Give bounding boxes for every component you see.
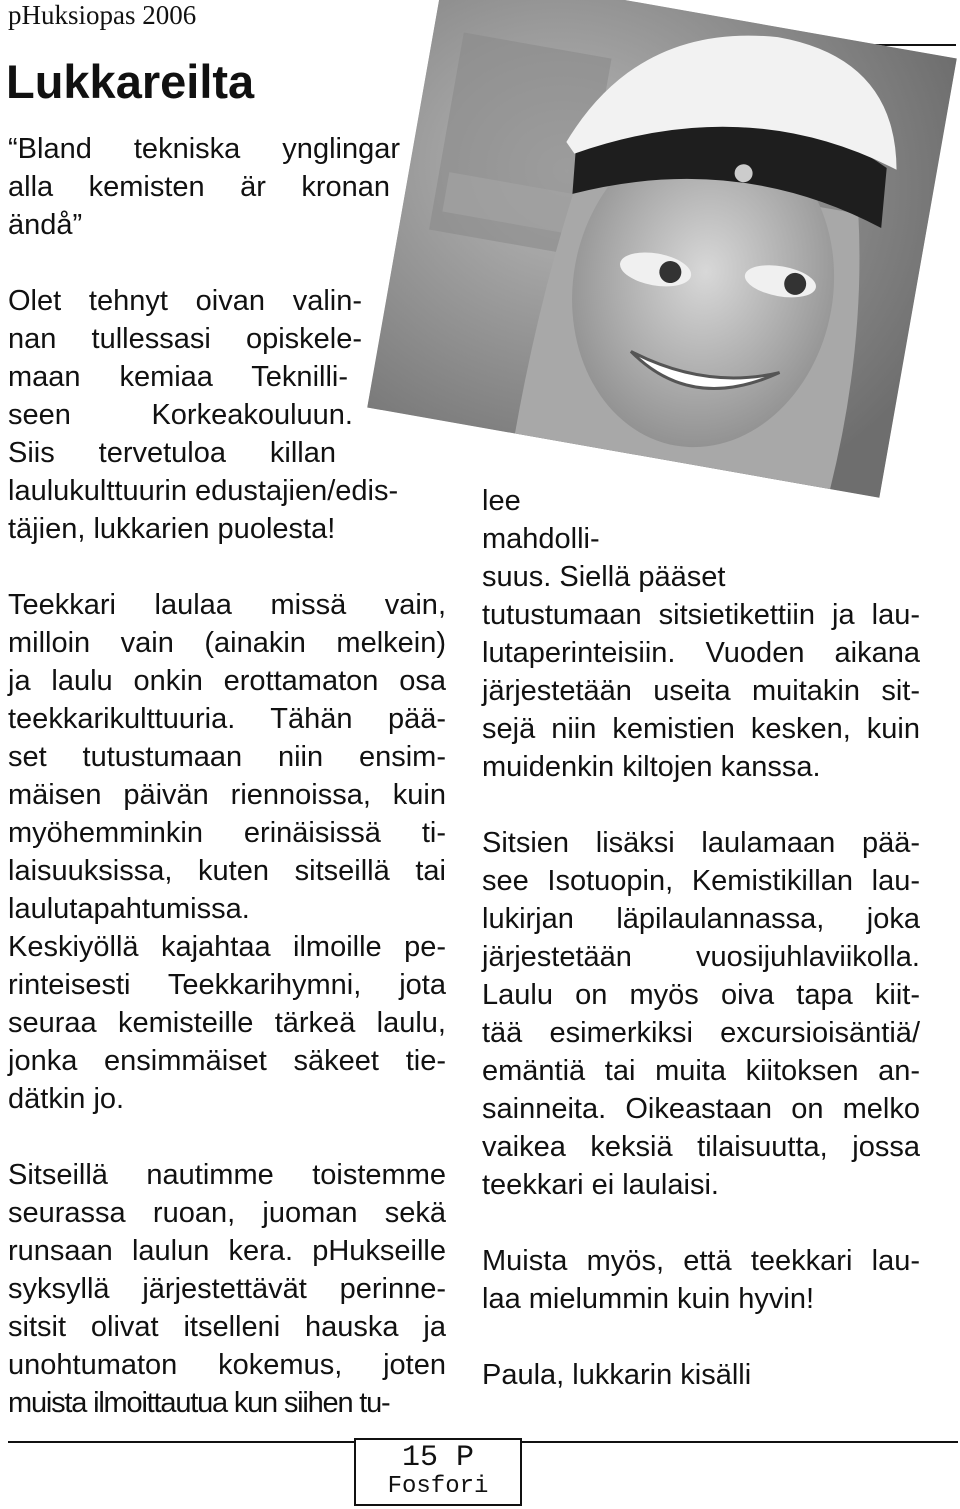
paragraph-line: sitsit olivat itselleni hauska ja bbox=[8, 1311, 446, 1343]
paragraph-line: dätkin jo. bbox=[8, 1083, 125, 1115]
paragraph-line: myöhemminkin erinäisissä ti- bbox=[8, 817, 446, 849]
paragraph-line: runsaan laulun kera. pHukseille bbox=[8, 1235, 446, 1267]
paragraph-line: järjestetään vuosijuhlaviikolla. bbox=[482, 941, 920, 973]
paragraph-line: jonka ensimmäiset säkeet tie- bbox=[8, 1045, 446, 1077]
paragraph-line: seen Korkeakouluun. bbox=[8, 399, 353, 431]
quote-line: “Bland tekniska ynglingar bbox=[8, 133, 400, 165]
paragraph-line: lee bbox=[482, 485, 521, 517]
paragraph-line: laulukulttuurin edustajien/edis- bbox=[8, 475, 399, 507]
paragraph-line: lukirjan läpilaulannassa, joka bbox=[482, 903, 920, 935]
paragraph-line: seurassa ruoan, juoman sekä bbox=[8, 1197, 446, 1229]
paragraph-line: mahdolli- bbox=[482, 523, 600, 555]
portrait-photo bbox=[367, 0, 957, 498]
paragraph-line: teekkari ei laulaisi. bbox=[482, 1169, 719, 1201]
quote-line: ändå” bbox=[8, 209, 83, 241]
page-number-box bbox=[354, 1438, 522, 1506]
paragraph-line: Teekkari laulaa missä vain, bbox=[8, 589, 446, 621]
paragraph-line: unohtumaton kokemus, joten bbox=[8, 1349, 446, 1381]
paragraph-line: täjien, lukkarien puolesta! bbox=[8, 513, 336, 545]
paragraph-line: Sitseillä nautimme toistemme bbox=[8, 1159, 446, 1191]
magazine-name: Fosfori bbox=[387, 1473, 489, 1500]
paragraph-line: mäisen päivän riennoissa, kuin bbox=[8, 779, 446, 811]
paragraph-line: rinteisesti Teekkarihymni, jota bbox=[8, 969, 446, 1001]
paragraph-line: järjestetään useita muitakin sit- bbox=[482, 675, 920, 707]
quote-line: alla kemisten är kronan bbox=[8, 171, 390, 203]
paragraph-line: laa mielummin kuin hyvin! bbox=[482, 1283, 815, 1315]
paragraph-line: set tutustumaan niin ensim- bbox=[8, 741, 446, 773]
paragraph-line: Muista myös, että teekkari lau- bbox=[482, 1245, 920, 1277]
article-headline: Lukkareilta bbox=[6, 55, 255, 108]
paragraph-line: tää esimerkiksi excursioisäntiä/ bbox=[482, 1017, 920, 1049]
paragraph-line: sainneita. Oikeastaan on melko bbox=[482, 1093, 920, 1125]
paragraph-line: lutaperinteisiin. Vuoden aikana bbox=[482, 637, 920, 669]
paragraph-line: Laulu on myös oiva tapa kiit- bbox=[482, 979, 920, 1011]
paragraph-line: muidenkin kiltojen kanssa. bbox=[482, 751, 821, 783]
paragraph-line: nan tullessasi opiskele- bbox=[8, 323, 362, 355]
paragraph-line: laulutapahtumissa. bbox=[8, 893, 250, 925]
paragraph-line: Keskiyöllä kajahtaa ilmoille pe- bbox=[8, 931, 446, 963]
signature-line: Paula, lukkarin kisälli bbox=[482, 1359, 752, 1391]
paragraph-line: vaikea keksiä tilaisuutta, jossa bbox=[482, 1131, 920, 1163]
paragraph-line: laisuuksissa, kuten sitseillä tai bbox=[8, 855, 446, 887]
paragraph-line: milloin vain (ainakin melkein) bbox=[8, 627, 446, 659]
paragraph-line: tutustumaan sitsietikettiin ja lau- bbox=[482, 599, 920, 631]
paragraph-line: syksyllä järjestettävät perinne- bbox=[8, 1273, 446, 1305]
paragraph-line: seuraa kemisteille tärkeä laulu, bbox=[8, 1007, 446, 1039]
paragraph-line: suus. Siellä pääset bbox=[482, 561, 726, 593]
publication-title: pHuksiopas 2006 bbox=[8, 0, 197, 30]
paragraph-line: Siis tervetuloa killan bbox=[8, 437, 336, 469]
paragraph-line: ja laulu onkin erottamaton osa bbox=[8, 665, 446, 697]
paragraph-line: teekkarikulttuuria. Tähän pää- bbox=[8, 703, 446, 735]
paragraph-line: muista ilmoittautua kun siihen tu- bbox=[8, 1387, 390, 1419]
page-number: 15 P bbox=[401, 1441, 474, 1475]
paragraph-line: maan kemiaa Teknilli- bbox=[8, 361, 348, 393]
paragraph-line: see Isotuopin, Kemistikillan lau- bbox=[482, 865, 920, 897]
paragraph-line: Sitsien lisäksi laulamaan pää- bbox=[482, 827, 920, 859]
paragraph-line: Olet tehnyt oivan valin- bbox=[8, 285, 362, 317]
paragraph-line: emäntiä tai muita kiitoksen an- bbox=[482, 1055, 920, 1087]
paragraph-line: sejä niin kemistien kesken, kuin bbox=[482, 713, 920, 745]
